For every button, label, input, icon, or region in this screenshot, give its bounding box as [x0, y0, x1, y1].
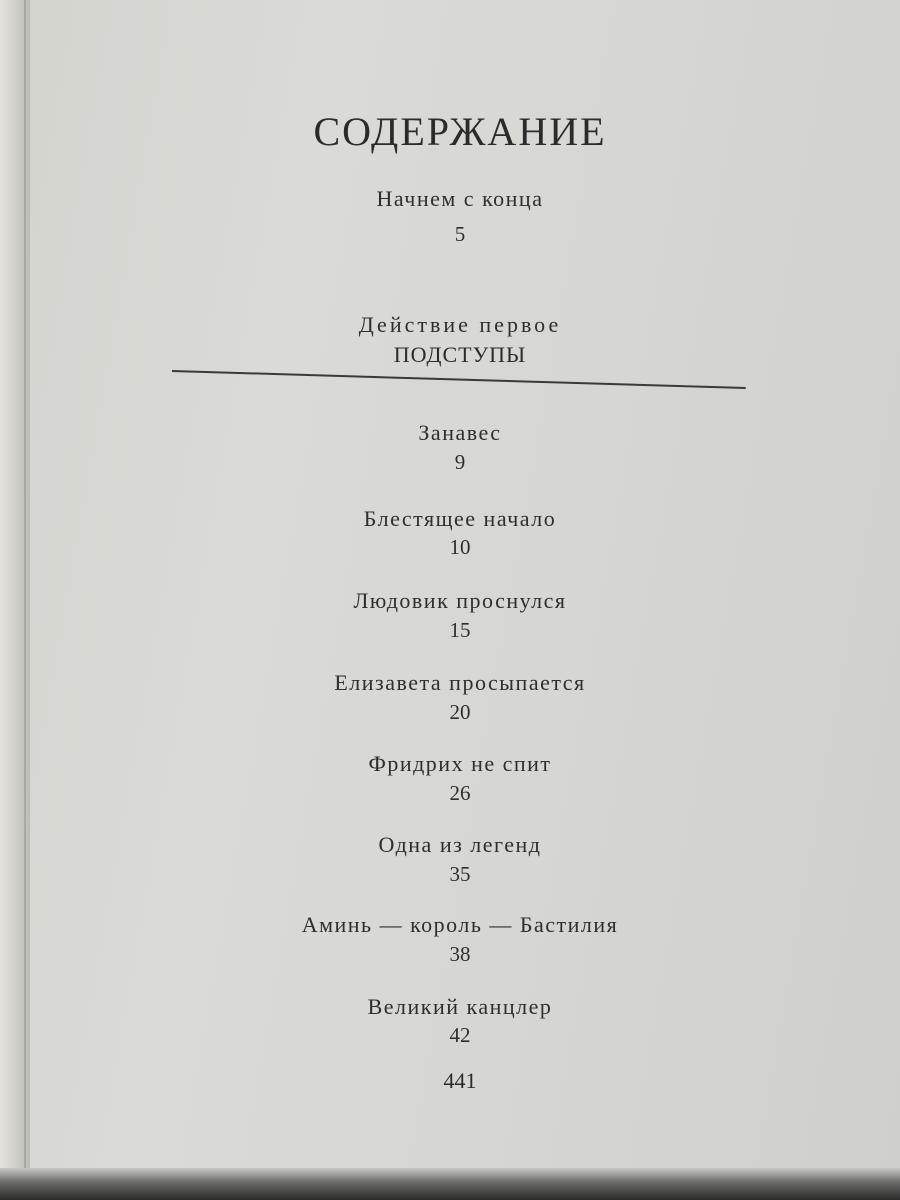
intro-page: 5: [454, 222, 466, 246]
act-label: Действие первое: [358, 312, 562, 337]
toc-entry-page: 42: [449, 1023, 471, 1047]
toc-entry-title: Блестящее начало: [363, 506, 557, 531]
toc-entry-page: 35: [449, 862, 471, 886]
toc-entry-title: Великий канцлер: [367, 994, 553, 1019]
act-name: ПОДСТУПЫ: [393, 342, 527, 367]
toc-entry-title: Занавес: [418, 420, 502, 445]
page-bottom-edge: [0, 1168, 900, 1200]
toc-entry-title: Людовик проснулся: [353, 588, 567, 613]
toc-entry-title: Аминь — король — Бастилия: [301, 912, 619, 937]
toc-entry-page: 15: [449, 618, 471, 642]
toc-entry-page: 38: [449, 942, 471, 966]
page-number: 441: [443, 1068, 477, 1093]
toc-entry-page: 10: [449, 535, 471, 559]
toc-entry-page: 9: [454, 450, 466, 474]
toc-entry-title: Одна из легенд: [378, 832, 542, 857]
intro-title: Начнем с конца: [376, 186, 544, 211]
toc-entry-page: 20: [449, 700, 471, 724]
toc-entry-title: Фридрих не спит: [368, 751, 552, 776]
toc-entry-page: 26: [449, 781, 471, 805]
contents-heading: СОДЕРЖАНИЕ: [313, 109, 607, 154]
toc-entry-title: Елизавета просыпается: [334, 670, 586, 695]
section-rule: [172, 370, 746, 389]
